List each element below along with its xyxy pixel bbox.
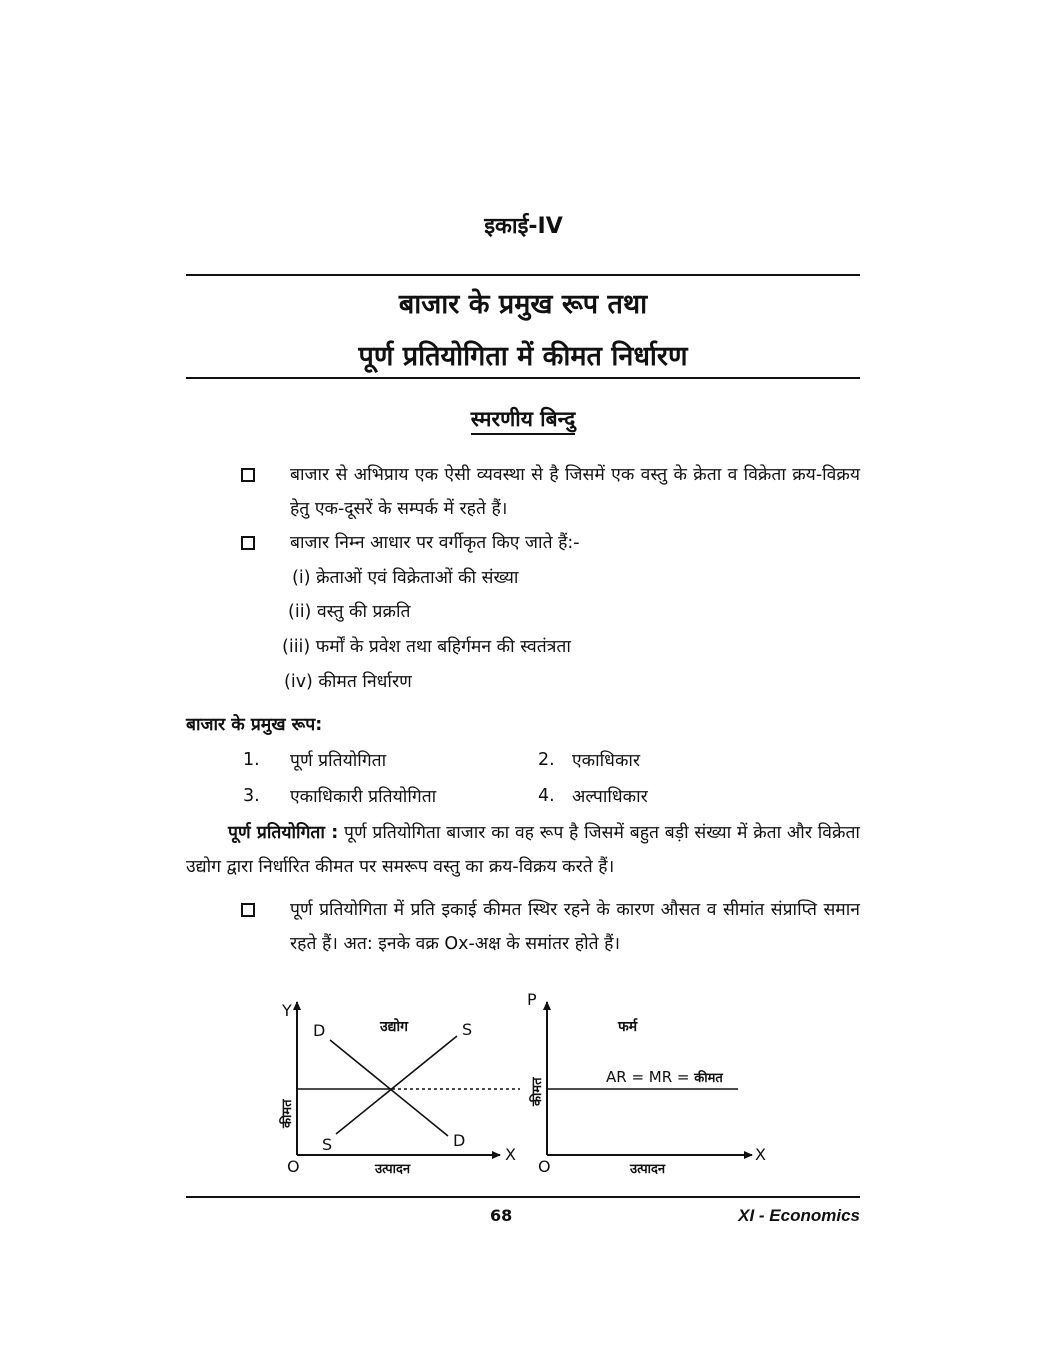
definition-term: पूर्ण प्रतियोगिता : <box>228 823 339 843</box>
supply-bottom-label: S <box>322 1135 333 1154</box>
form-number: 1. <box>243 750 260 770</box>
form-number: 3. <box>243 786 260 806</box>
demand-top-label: D <box>313 1021 326 1040</box>
footer-rule <box>186 1196 860 1198</box>
firm-y-title: कीमत <box>530 1077 545 1106</box>
form-name: एकाधिकार <box>572 751 641 771</box>
industry-x-title: उत्पादन <box>375 1162 411 1177</box>
book-title: XI - Economics <box>738 1206 860 1225</box>
form-number: 2. <box>538 750 555 770</box>
industry-y-title: कीमत <box>280 1099 295 1128</box>
chapter-title-line2: पूर्ण प्रतियोगिता में कीमत निर्धारण <box>358 341 688 372</box>
list-item: (ii) वस्तु की प्रक्रति <box>288 602 411 622</box>
list-item: (iv) कीमत निर्धारण <box>284 672 412 692</box>
firm-origin-label: O <box>538 1157 551 1176</box>
industry-y-axis-label: Y <box>282 1001 292 1020</box>
form-name: एकाधिकारी प्रतियोगिता <box>290 787 437 807</box>
firm-title: फर्म <box>618 1019 638 1035</box>
bullet-text: बाजार निम्न आधार पर वर्गीकृत किए जाते हैं:- <box>290 533 580 553</box>
supply-top-label: S <box>462 1020 473 1039</box>
firm-x-title: उत्पादन <box>630 1162 666 1177</box>
form-number: 4. <box>538 786 555 806</box>
firm-y-axis-label: P <box>527 990 537 1009</box>
bullet-text: बाजार से अभिप्राय एक ऐसी व्यवस्था से है जिसमें एक वस्तु के क्रेता व विक्रेता क्रय-विक्रय हेतु एक-दूसरें के सम्पर्क में रहते हैं। <box>290 465 860 519</box>
list-item: (i) क्रेताओं एवं विक्रेताओं की संख्या <box>292 568 519 588</box>
form-name: अल्पाधिकार <box>572 787 648 807</box>
list-item: (iii) फर्मों के प्रवेश तथा बहिर्गमन की स्वतंत्रता <box>282 637 571 657</box>
forms-heading: बाजार के प्रमुख रूप: <box>186 715 323 735</box>
demand-curve <box>330 1040 448 1136</box>
definition-text: पूर्ण प्रतियोगिता बाजार का वह रूप है जिसमें बहुत बड़ी संख्या में क्रेता और विक्रेता उद्योग द्वारा निर्धारित कीमत पर समरूप वस्तु का क्रय-विक्रय करते हैं। <box>186 823 860 877</box>
supply-curve <box>336 1036 457 1134</box>
unit-label: इकाई-IV <box>484 214 563 239</box>
chapter-title-line1: बाजार के प्रमुख रूप तथा <box>398 289 648 320</box>
demand-bottom-label: D <box>453 1131 466 1150</box>
page-number: 68 <box>490 1206 513 1225</box>
form-name: पूर्ण प्रतियोगिता <box>290 751 387 771</box>
industry-title: उद्योग <box>380 1019 408 1035</box>
industry-origin-label: O <box>287 1157 300 1176</box>
bullet-text: पूर्ण प्रतियोगिता में प्रति इकाई कीमत स्थिर रहने के कारण औसत व सीमांत संप्राप्ति समान रहते हैं। अत: इनके वक्र Ox-अक्ष के समांतर होते हैं। <box>290 900 860 954</box>
ar-mr-label-prefix: AR = MR = <box>606 1068 695 1086</box>
firm-diagram <box>527 990 766 1177</box>
ar-mr-label <box>606 1068 723 1086</box>
firm-x-axis-label: X <box>755 1145 766 1164</box>
ar-mr-label-suffix: कीमत <box>694 1071 723 1086</box>
industry-diagram <box>279 1001 520 1177</box>
section-heading-text: स्मरणीय बिन्दु <box>471 407 576 435</box>
industry-x-axis-label: X <box>505 1145 516 1164</box>
